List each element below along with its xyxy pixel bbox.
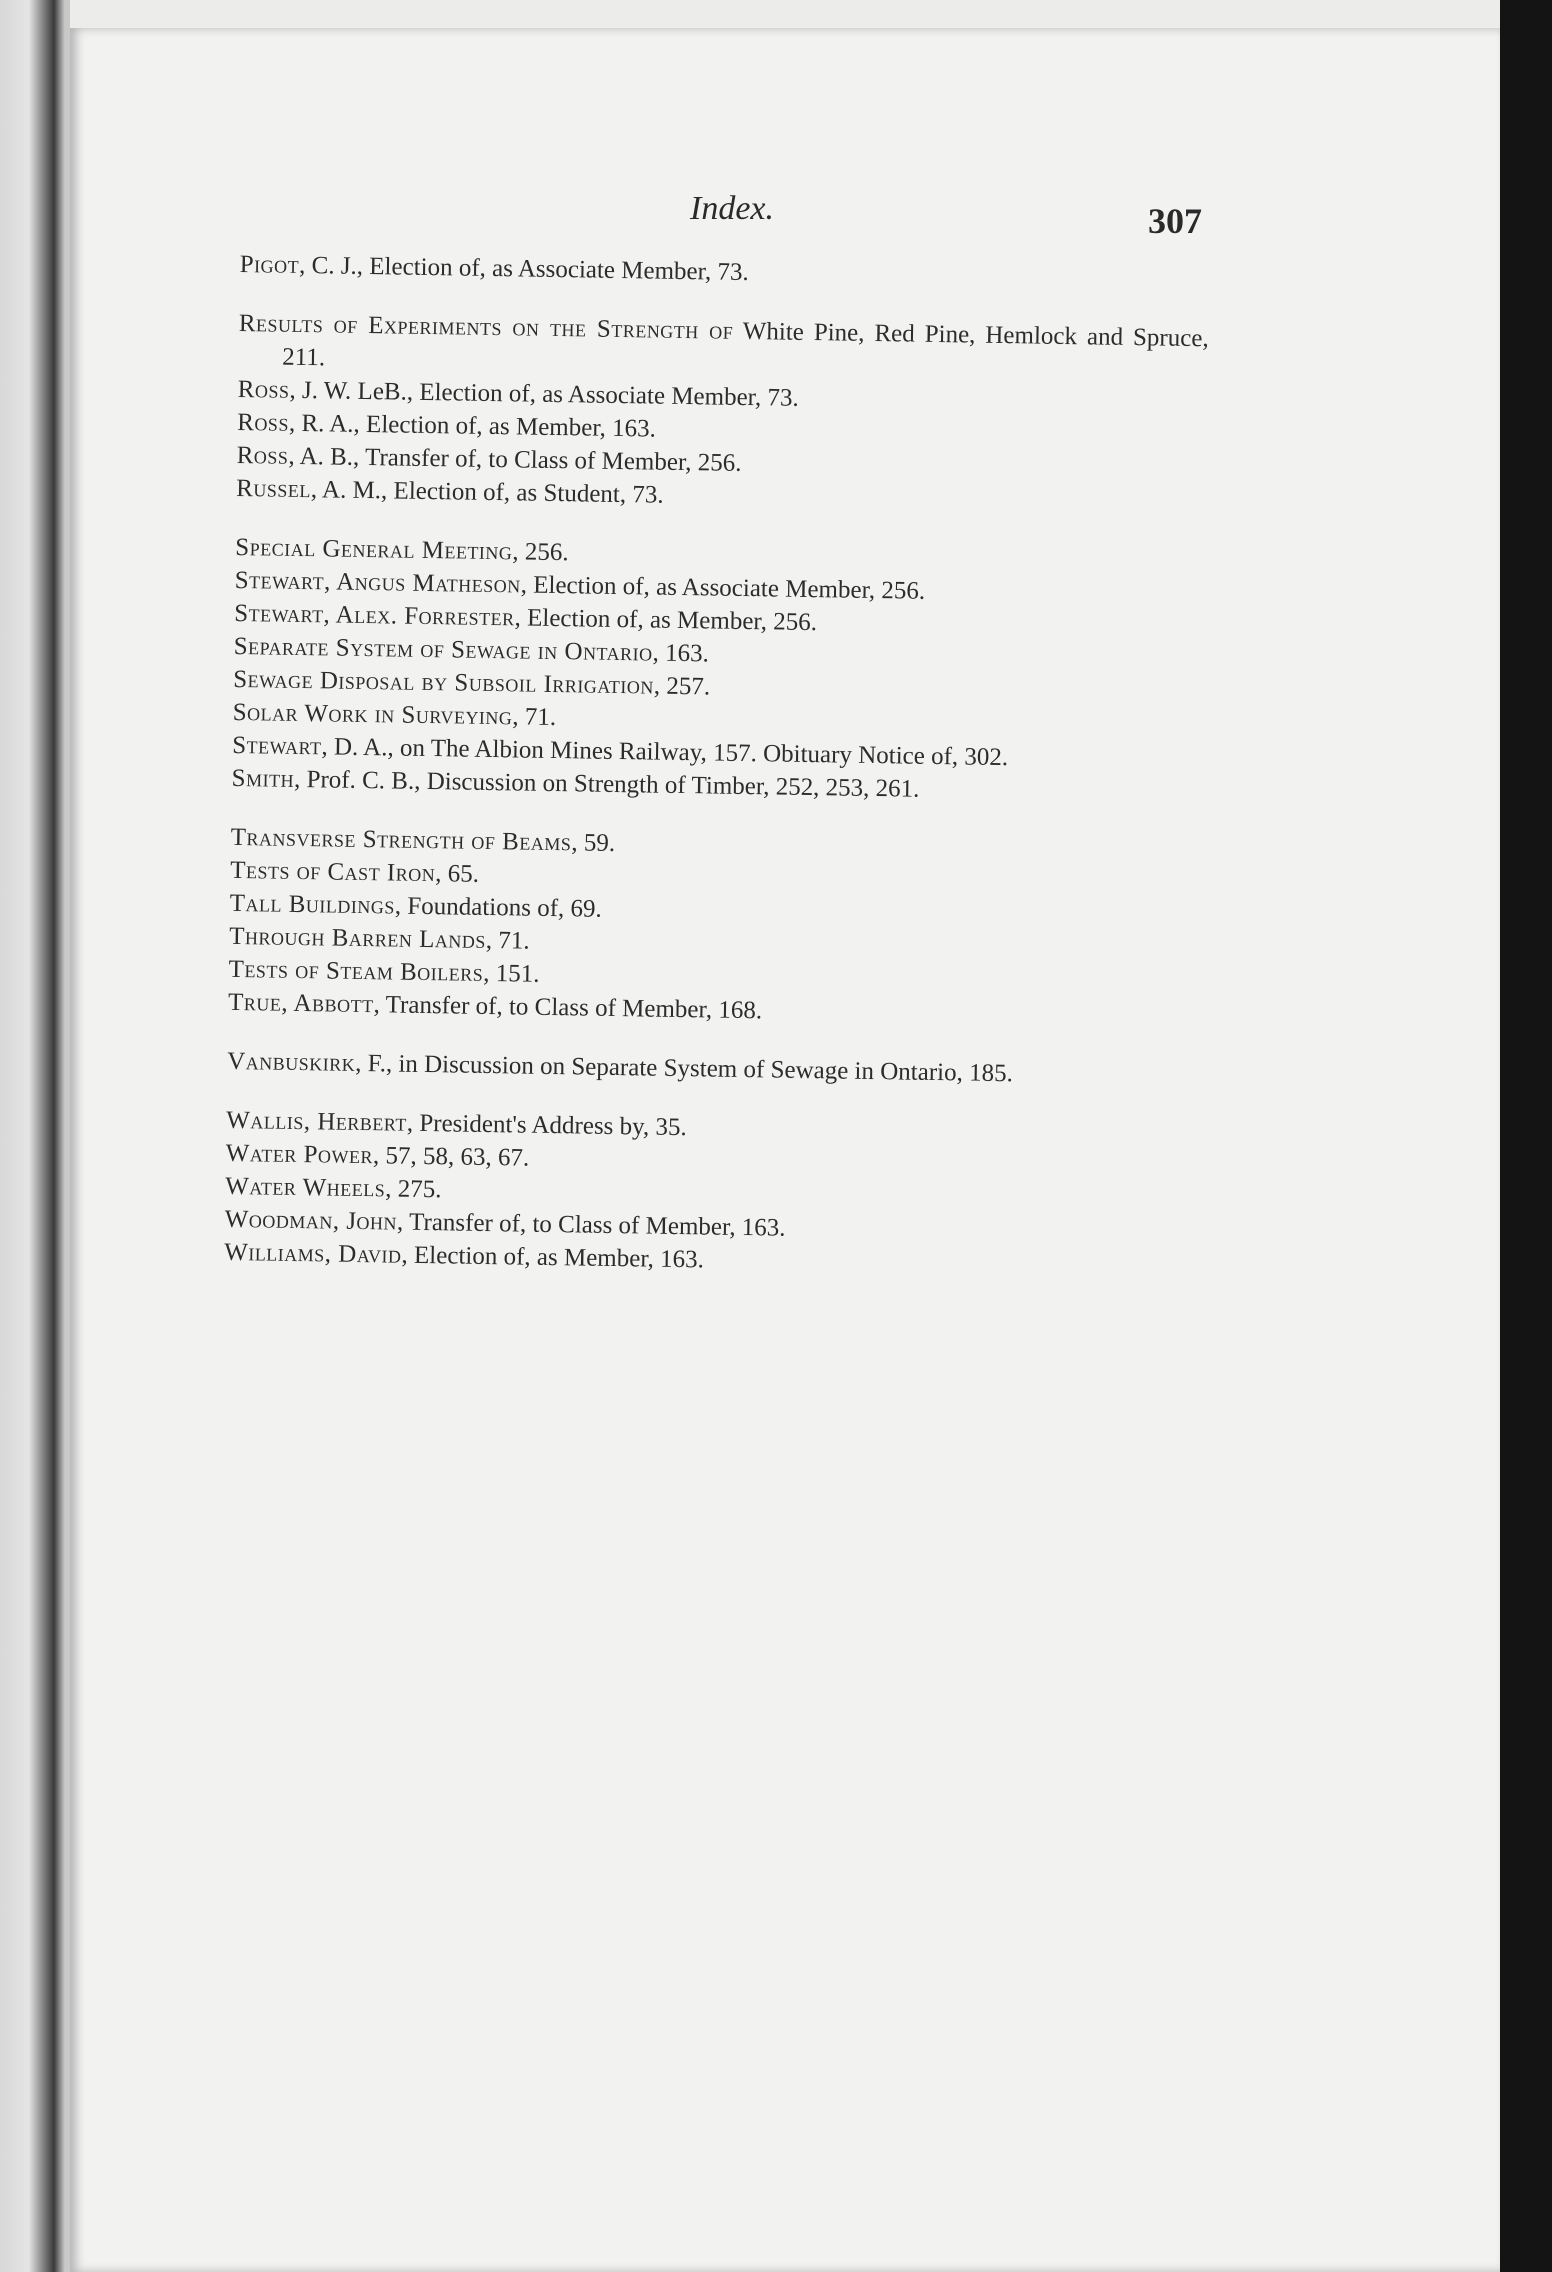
book-gutter [0,0,72,2272]
entry-heading: Vanbuskirk [227,1047,356,1077]
entry-heading: Stewart [231,731,322,761]
entry-text: , 71. [512,703,557,732]
running-header-title: Index. [690,190,775,227]
scan-background [1500,0,1552,2272]
entry-text: , 163. [652,639,710,668]
entry-text: , President's Address by, 35. [406,1109,687,1142]
entry-heading: Solar Work in Surveying [232,698,513,731]
entry-heading: Stewart, Alex. Forrester [234,599,515,632]
index-entries [224,248,1210,1310]
page-number: 307 [1148,201,1202,241]
entry-heading: Wallis, Herbert [226,1106,408,1137]
entry-text: , Transfer of, to Class of Member, 168. [373,991,763,1025]
entry-text: , F., in Discussion on Separate System of Sewage in Ontario, 185. [355,1049,1014,1088]
entry-text: , A. M., Election of, as Student, 73. [310,476,664,509]
index-entry [227,1045,1197,1093]
entry-text: , 256. [512,538,569,567]
entry-heading: Sewage Disposal by Subsoil Irrigation [233,665,655,700]
entry-text: , 275. [385,1175,442,1204]
entry-heading: Water Power [225,1139,374,1170]
entry-text: , 57, 58, 63, 67. [372,1142,530,1172]
entry-heading: Transverse Strength of Beams [230,823,572,857]
entry-text: , D. A., on The Albion Mines Railway, 157. Obituary Notice of, 302. [321,733,1009,772]
entry-text: , Transfer of, to Class of Member, 163. [396,1208,786,1242]
entry-text: , Election of, as Member, 163. [401,1241,705,1274]
entry-heading: Pigot [239,250,300,279]
entry-heading: Woodman, John [224,1205,398,1236]
entry-heading: Stewart, Angus Matheson [234,566,521,599]
entry-text: , Election of, as Associate Member, 256. [520,571,926,605]
entry-heading: Ross [236,441,289,470]
entry-heading: Smith [231,764,295,793]
entry-text: , 151. [483,959,540,988]
entry-text: , A. B., Transfer of, to Class of Member, 256. [288,442,742,477]
index-group-s [231,531,1205,810]
entry-heading: Williams, David [224,1238,402,1269]
entry-heading: Russel [236,474,312,504]
entry-text: , 59. [571,829,616,857]
entry-text: , C. J., Election of, as Associate Member, 73. [298,251,749,286]
entry-heading: Separate System of Sewage in Ontario [233,632,653,667]
entry-text: , 257. [653,672,711,701]
entry-heading: Tall Buildings [229,889,396,920]
entry-heading: True, Abbott [227,988,374,1019]
entry-text: , Prof. C. B., Discussion on Strength of Timber, 252, 253, 261. [293,765,920,803]
index-group-w [224,1104,1196,1284]
index-group-r [236,307,1209,520]
entry-heading: Water Wheels [225,1172,386,1203]
page-top-edge [70,0,1552,30]
entry-text: , Election of, as Member, 256. [514,604,818,637]
entry-heading: Tests of Cast Iron [230,856,436,888]
entry-text: , 71. [485,926,530,955]
index-group-t [228,821,1201,1034]
entry-text: , R. A., Election of, as Member, 163. [288,409,657,443]
entry-text: , J. W. LeB., Election of, as Associate Member, 73. [289,376,799,412]
entry-text: White Pine, Red Pine, Hemlock and Spruce, 211. [282,317,1209,372]
index-group-v [227,1045,1197,1093]
entry-heading: Special General Meeting [235,533,513,566]
entry-heading: Tests of Steam Boilers [228,955,484,987]
entry-heading: Ross [237,375,290,404]
entry-text: , Foundations of, 69. [394,892,603,923]
entry-heading: Through Barren Lands [228,922,487,954]
entry-heading: Results of Experiments on the Strength of [238,309,734,345]
entry-text: , 65. [435,860,480,888]
entry-heading: Ross [237,408,290,437]
